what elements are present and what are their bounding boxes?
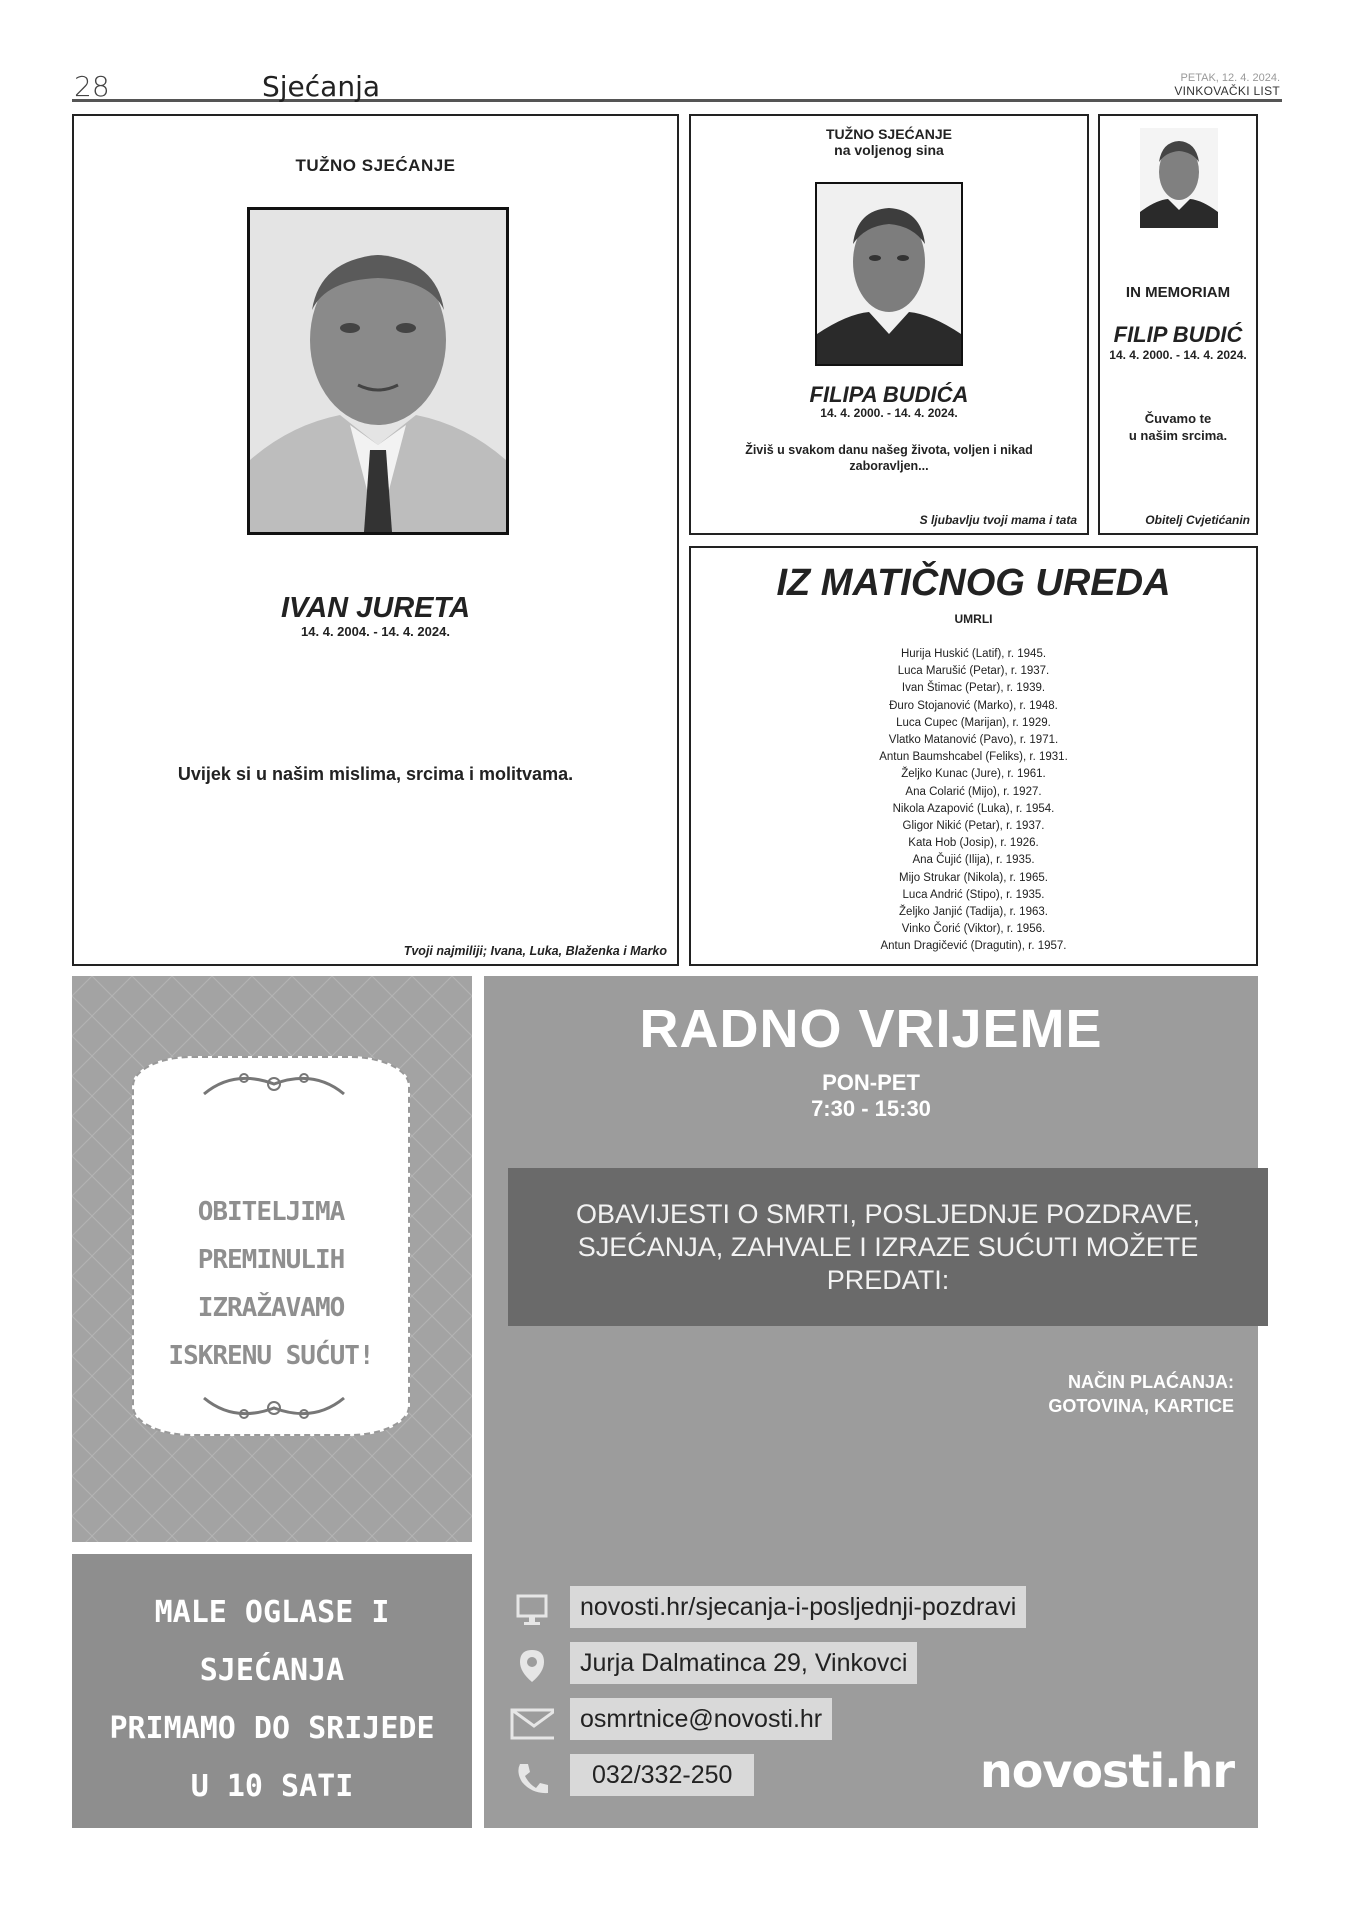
- ornament-top-icon: [194, 1064, 354, 1104]
- registry-office-box: [689, 546, 1258, 966]
- monitor-icon: [512, 1590, 552, 1630]
- location-pin-icon: [512, 1646, 552, 1686]
- phone-icon: [512, 1758, 552, 1798]
- page-number: 28: [74, 70, 110, 103]
- signature: Obitelj Cvjetićanin: [1145, 513, 1250, 527]
- list-item: Antun Dragičević (Dragutin), r. 1957.: [880, 940, 1067, 953]
- memorial-card-filipa-budica: [689, 114, 1089, 535]
- list-item: Antun Baumshcabel (Feliks), r. 1931.: [879, 751, 1068, 764]
- ads-line: SJEĆANJA: [199, 1653, 345, 1688]
- notice-text: OBAVIJESTI O SMRTI, POSLJEDNJE POZDRAVE, SJEĆANJA, ZAHVALE I IZRAZE SUĆUTI MOŽETE PREDATI:: [575, 1199, 1201, 1295]
- memorial-message: [1100, 410, 1256, 444]
- list-item: Kata Hob (Josip), r. 1926.: [908, 837, 1039, 850]
- list-item: Luca Marušić (Petar), r. 1937.: [897, 665, 1050, 678]
- portrait-photo: [1140, 128, 1218, 228]
- envelope-icon: [506, 1702, 554, 1742]
- life-dates: 14. 4. 2004. - 14. 4. 2024.: [301, 624, 450, 639]
- ornament-bottom-icon: [194, 1388, 354, 1428]
- deceased-name: FILIP BUDIĆ: [1113, 322, 1243, 347]
- registry-heading: IZ MATIČNOG UREDA: [776, 562, 1171, 604]
- card-heading: IN MEMORIAM: [1125, 284, 1231, 301]
- page-header: [72, 66, 1282, 102]
- list-item: Nikola Azapović (Luka), r. 1954.: [892, 802, 1055, 815]
- payment-label: NAČIN PLAĆANJA:: [1068, 1372, 1234, 1392]
- list-item: Gligor Nikić (Petar), r. 1937.: [902, 820, 1045, 833]
- card-heading: TUŽNO SJEĆANJE: [295, 156, 456, 175]
- memorial-message: Uvijek si u našim mislima, srcima i molitvama.: [177, 764, 574, 784]
- condolence-line: ISKRENU SUĆUT!: [168, 1341, 374, 1371]
- list-item: Ivan Štimac (Petar), r. 1939.: [901, 682, 1046, 695]
- ads-line: U 10 SATI: [190, 1769, 354, 1804]
- deceased-name: IVAN JURETA: [280, 592, 471, 624]
- payment-methods: GOTOVINA, KARTICE: [1048, 1396, 1234, 1416]
- deceased-name: FILIPA BUDIĆA: [809, 382, 969, 407]
- section-title: Sjećanja: [262, 70, 381, 103]
- list-item: Vinko Čorić (Viktor), r. 1956.: [901, 923, 1046, 936]
- message-line: Čuvamo te: [1144, 411, 1212, 426]
- condolence-line: OBITELJIMA: [197, 1197, 345, 1227]
- ads-deadline-panel: [72, 1554, 472, 1828]
- memorial-message: Živiš u svakom danu našeg života, voljen i nikad zaboravljen...: [745, 443, 1033, 473]
- condolence-text: [134, 1188, 408, 1380]
- condolence-line: IZRAŽAVAMO: [197, 1293, 345, 1323]
- signature: S ljubavlju tvoji mama i tata: [919, 513, 1077, 527]
- portrait-photo: [247, 207, 509, 535]
- list-item: Ana Colarić (Mijo), r. 1927.: [905, 785, 1042, 798]
- life-dates: 14. 4. 2000. - 14. 4. 2024.: [1109, 348, 1247, 362]
- phone-number[interactable]: 032/332-250: [570, 1754, 754, 1796]
- memorial-card-filip-budic: [1098, 114, 1258, 535]
- email-link[interactable]: osmrtnice@novosti.hr: [570, 1698, 832, 1740]
- working-hours: 7:30 - 15:30: [811, 1096, 931, 1121]
- working-hours-panel: [484, 976, 1258, 1828]
- condolence-panel: [72, 976, 472, 1542]
- life-dates: 14. 4. 2000. - 14. 4. 2024.: [820, 406, 958, 420]
- message-line: u našim srcima.: [1128, 428, 1228, 443]
- list-item: Ana Čujić (Ilija), r. 1935.: [912, 854, 1035, 867]
- list-item: Željko Kunac (Jure), r. 1961.: [901, 768, 1046, 781]
- brand-logo[interactable]: novosti.hr: [980, 1744, 1234, 1798]
- registry-subheading: UMRLI: [954, 612, 993, 626]
- condolence-frame: [132, 1056, 410, 1436]
- working-days: PON-PET: [822, 1070, 920, 1095]
- list-item: Luca Andrić (Stipo), r. 1935.: [902, 888, 1045, 901]
- notice-box: [508, 1168, 1268, 1326]
- working-hours-title: RADNO VRIJEME: [639, 999, 1103, 1059]
- ads-deadline-text: [72, 1584, 472, 1816]
- website-link[interactable]: novosti.hr/sjecanja-i-posljednji-pozdravi: [570, 1586, 1026, 1628]
- issue-date: PETAK, 12. 4. 2024.: [1180, 72, 1280, 84]
- ads-line: MALE OGLASE I: [154, 1595, 390, 1630]
- list-item: Hurija Huskić (Latif), r. 1945.: [900, 648, 1047, 660]
- list-item: Željko Janjić (Tadija), r. 1963.: [899, 906, 1048, 919]
- card-subheading: na voljenog sina: [834, 142, 944, 158]
- address-text: Jurja Dalmatinca 29, Vinkovci: [570, 1642, 917, 1684]
- portrait-photo: [815, 182, 963, 366]
- condolence-line: PREMINULIH: [197, 1245, 345, 1275]
- card-heading: TUŽNO SJEĆANJE: [825, 126, 953, 142]
- list-item: Mijo Strukar (Nikola), r. 1965.: [899, 871, 1048, 884]
- ads-line: PRIMAMO DO SRIJEDE: [109, 1711, 435, 1746]
- deceased-list: [691, 646, 1256, 956]
- memorial-card-ivan-jureta: [72, 114, 679, 966]
- list-item: Vlatko Matanović (Pavo), r. 1971.: [888, 734, 1059, 747]
- list-item: Đuro Stojanović (Marko), r. 1948.: [889, 699, 1058, 712]
- signature: Tvoji najmiliji; Ivana, Luka, Blaženka i Marko: [403, 944, 667, 958]
- paper-name: VINKOVAČKI LIST: [1174, 84, 1280, 98]
- list-item: Luca Cupec (Marijan), r. 1929.: [896, 716, 1051, 729]
